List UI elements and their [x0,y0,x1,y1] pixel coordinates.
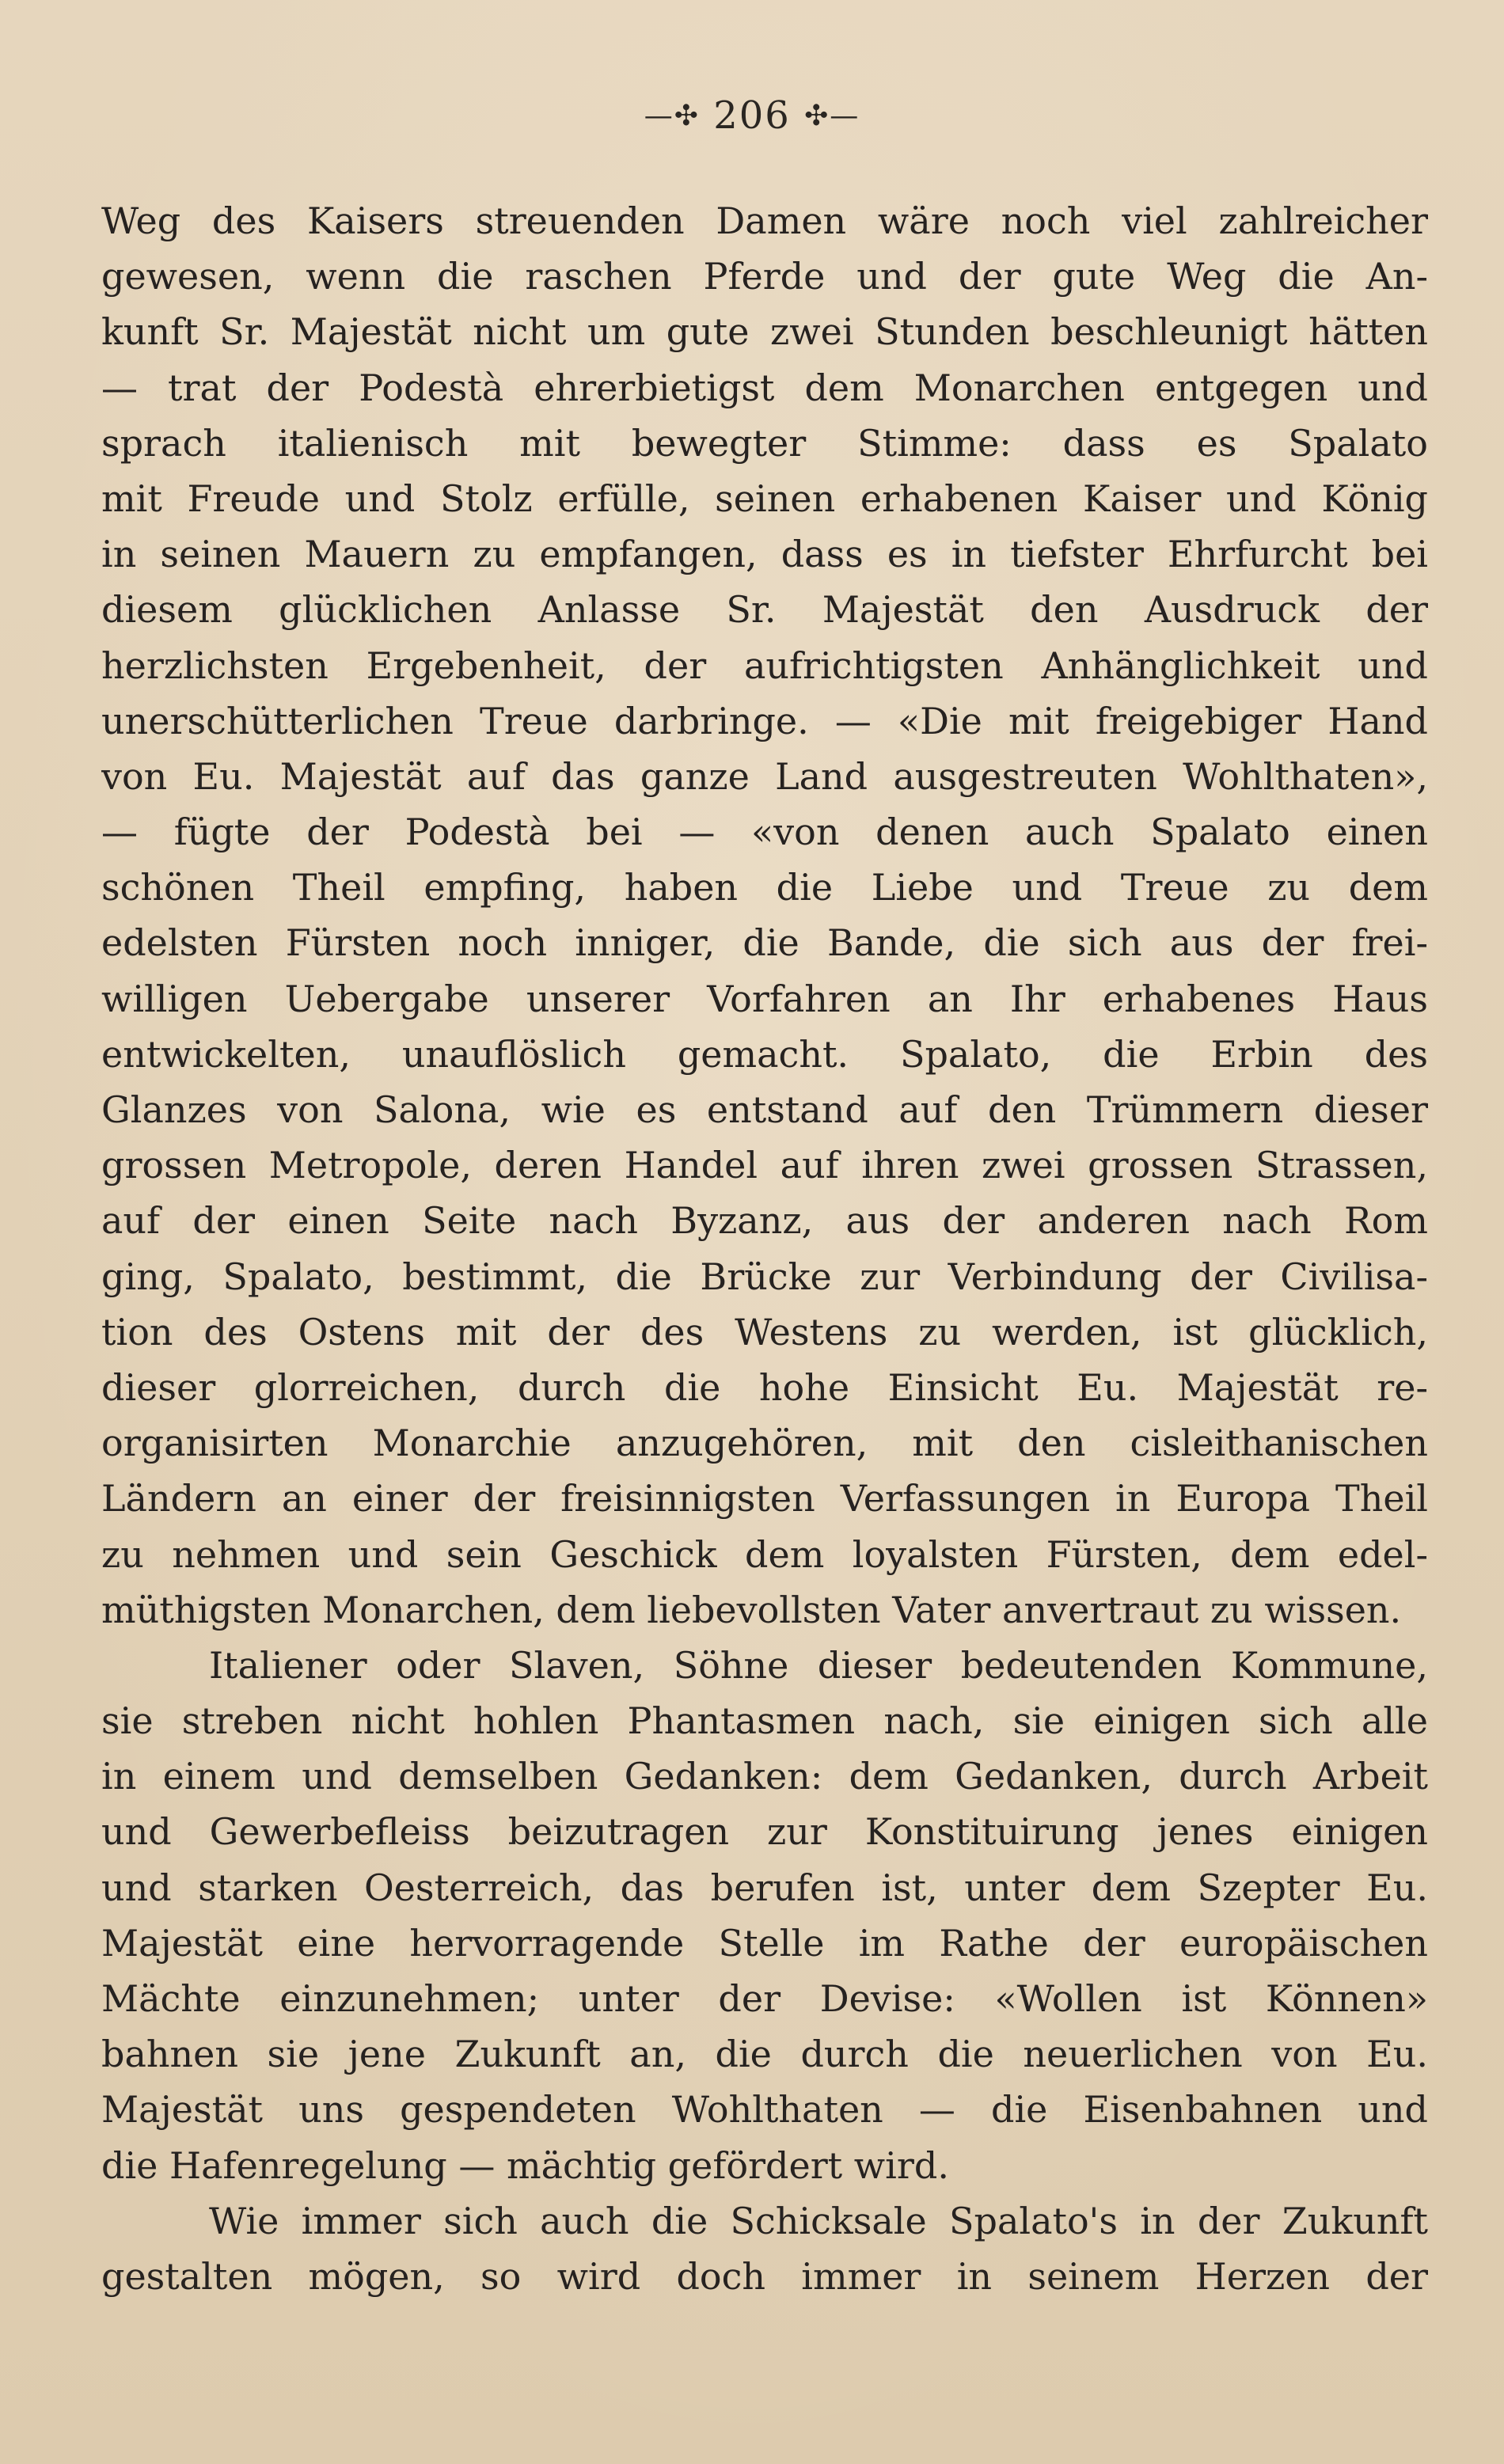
text-line: bahnen sie jene Zukunft an, die durch die neuerlichen von Eu. [101,2033,1428,2076]
text-line: Wie immer sich auch die Schicksale Spalato's in der Zukunft [209,2199,1428,2242]
page-header [0,93,1504,138]
text-line: von Eu. Majestät auf das ganze Land ausgestreuten Wohlthaten», [101,754,1428,798]
text-line: gewesen, wenn die raschen Pferde und der gute Weg die An- [101,255,1428,298]
text-line: Glanzes von Salona, wie es entstand auf den Trümmern dieser [101,1088,1428,1131]
text-line: mit Freude und Stolz erfülle, seinen erhabenen Kaiser und König [101,476,1428,520]
ornament-left-icon: —✣ [644,100,700,132]
body-text [101,193,1428,2304]
text-line: sie streben nicht hohlen Phantasmen nach, sie einigen sich alle [101,1699,1428,1743]
text-line: Weg des Kaisers streuenden Damen wäre noch viel zahlreicher [101,199,1428,242]
text-line: herzlichsten Ergebenheit, der aufrichtigsten Anhänglichkeit und [101,644,1428,687]
ornament-right-icon: ✣— [804,100,860,132]
text-line: Majestät eine hervorragende Stelle im Rathe der europäischen [101,1921,1428,1965]
text-line: entwickelten, unauflöslich gemacht. Spalato, die Erbin des [101,1032,1428,1076]
text-line: auf der einen Seite nach Byzanz, aus der anderen nach Rom [101,1199,1428,1243]
text-line: grossen Metropole, deren Handel auf ihren zwei grossen Strassen, [101,1144,1428,1187]
text-line: Ländern an einer der freisinnigsten Verfassungen in Europa Theil [101,1477,1428,1521]
text-line: und starken Oesterreich, das berufen ist, unter dem Szepter Eu. [101,1866,1428,1909]
text-line: Majestät uns gespendeten Wohlthaten — die Eisenbahnen und [101,2088,1428,2132]
text-line: in seinen Mauern zu empfangen, dass es in tiefster Ehrfurcht bei [101,533,1428,576]
text-line: Italiener oder Slaven, Söhne dieser bedeutenden Kommune, [209,1643,1428,1687]
text-line: willigen Uebergabe unserer Vorfahren an Ihr erhabenes Haus [101,977,1428,1020]
text-line: Mächte einzunehmen; unter der Devise: «Wollen ist Können» [101,1977,1428,2020]
text-line: sprach italienisch mit bewegter Stimme: dass es Spalato [101,421,1428,465]
paragraph [101,1638,1428,2193]
text-line: — fügte der Podestà bei — «von denen auch Spalato einen [101,811,1428,854]
text-line: schönen Theil empfing, haben die Liebe und Treue zu dem [101,866,1428,909]
text-line: dieser glorreichen, durch die hohe Einsicht Eu. Majestät re- [101,1365,1428,1409]
text-line: — trat der Podestà ehrerbietigst dem Monarchen entgegen und [101,366,1428,409]
text-line: ging, Spalato, bestimmt, die Brücke zur Verbindung der Civilisa- [101,1255,1428,1298]
paragraph [101,193,1428,1638]
paragraph [101,2193,1428,2304]
text-line: gestalten mögen, so wird doch immer in seinem Herzen der [101,2254,1428,2298]
text-line: organisirten Monarchie anzugehören, mit den cisleithanischen [101,1422,1428,1465]
text-line: und Gewerbefleiss beizutragen zur Konstituirung jenes einigen [101,1810,1428,1854]
text-line: unerschütterlichen Treue darbringe. — «Die mit freigebiger Hand [101,699,1428,742]
text-line: in einem und demselben Gedanken: dem Gedanken, durch Arbeit [101,1755,1428,1798]
text-line: die Hafenregelung — mächtig gefördert wird. [101,2143,949,2187]
page-number: 206 [713,93,791,138]
text-line: kunft Sr. Majestät nicht um gute zwei Stunden beschleunigt hätten [101,310,1428,354]
text-line: edelsten Fürsten noch inniger, die Bande, die sich aus der frei- [101,921,1428,965]
text-line: tion des Ostens mit der des Westens zu werden, ist glücklich, [101,1310,1428,1353]
text-line: zu nehmen und sein Geschick dem loyalsten Fürsten, dem edel- [101,1532,1428,1576]
text-line: müthigsten Monarchen, dem liebevollsten Vater anvertraut zu wissen. [101,1588,1402,1631]
text-line: diesem glücklichen Anlasse Sr. Majestät den Ausdruck der [101,588,1428,632]
